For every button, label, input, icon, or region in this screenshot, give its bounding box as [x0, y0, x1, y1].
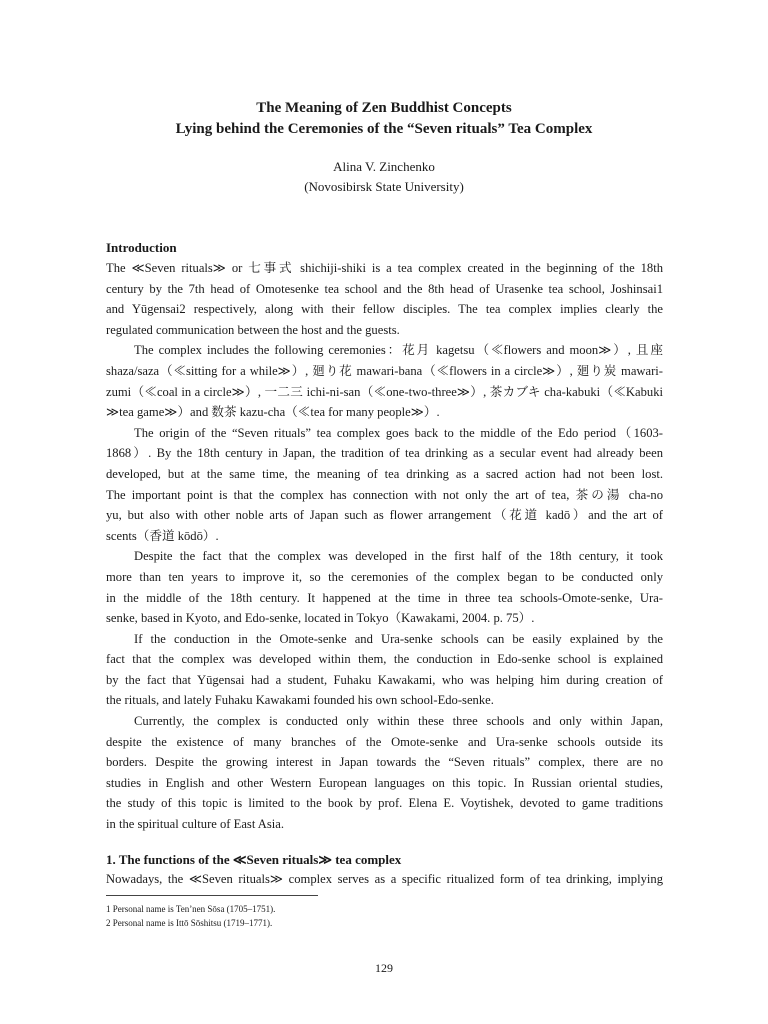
body-line: Despite the fact that the complex was developed in the first half of the 18th century, it took — [134, 549, 663, 564]
body-line: fact that the complex was developed within them, the conduction in Edo-senke school is explained — [106, 652, 663, 667]
section-heading-functions: 1. The functions of the ≪Seven rituals≫ tea complex — [106, 852, 402, 867]
body-line: regulated communication between the host and the guests. — [106, 322, 400, 337]
body-line: yu, but also with other noble arts of Japan such as flower arrangement（花道 kadō）and the art of — [106, 508, 663, 523]
body-line: developed, but at the same time, the meaning of tea drinking as a sacred action had not been lost. — [106, 466, 663, 481]
body-line: zumi（≪coal in a circle≫）, 一二三 ichi-ni-san（≪one-two-three≫）, 茶カブキ cha-kabuki（≪Kabuki — [106, 384, 663, 399]
body-line: in the spiritual culture of East Asia. — [106, 817, 285, 832]
body-line: The complex includes the following ceremonies：花月 kagetsu（≪flowers and moon≫）, 且座 — [134, 343, 663, 358]
body-line: If the conduction in the Omote-senke and Ura-senke schools can be easily explained by the — [134, 631, 663, 646]
section-heading-introduction: Introduction — [106, 240, 177, 255]
introduction-body — [106, 258, 663, 835]
body-line: The origin of the “Seven rituals” tea complex goes back to the middle of the Edo period（1603- — [134, 425, 663, 440]
body-line: scents（香道 kōdō）. — [106, 528, 219, 543]
functions-body — [106, 869, 663, 890]
body-line: more than ten years to improve it, so the ceremonies of the complex began to be conducted only — [106, 569, 663, 584]
body-line: Nowadays, the ≪Seven rituals≫ complex serves as a specific ritualized form of tea drinking, implying — [106, 872, 663, 886]
body-line: despite the existence of many branches of the Omote-senke and Ura-senke schools outside its — [106, 734, 663, 749]
body-line: ≫tea game≫）and 数茶 kazu-cha（≪tea for many people≫）. — [106, 405, 440, 420]
body-line: 1868）. By the 18th century in Japan, the tradition of tea drinking as a secular event had already been — [106, 446, 663, 461]
body-line: century by the 7th head of Omotesenke tea school and the 8th head of Urasenke tea school, Joshinsai1 — [106, 281, 663, 296]
body-line: and Yūgensai2 respectively, along with their fellow disciples. The tea complex implies clearly the — [106, 302, 663, 317]
footnote-2: 2 Personal name is Ittō Sōshitsu (1719–1771). — [106, 918, 273, 928]
author-name: Alina V. Zinchenko — [333, 159, 435, 174]
body-line: shaza/saza（≪sitting for a while≫）, 廻り花 mawari-bana（≪flowers in a circle≫）, 廻り炭 mawari- — [106, 363, 663, 378]
body-line: senke, based in Kyoto, and Edo-senke, located in Tokyo（Kawakami, 2004. p. 75）. — [106, 611, 535, 626]
body-line: borders. Despite the growing interest in Japan towards the “Seven rituals” complex, there are no — [106, 755, 663, 770]
body-line: the rituals, and lately Fuhaku Kawakami founded his own school-Edo-senke. — [106, 693, 494, 708]
body-line: The ≪Seven rituals≫ or 七事式 shichiji-shiki is a tea complex created in the beginning of the 18th — [106, 261, 663, 275]
body-line: the study of this topic is limited to the book by prof. Elena E. Voytishek, devoted to game traditions — [106, 796, 663, 811]
body-line: in the middle of the 18th century. It happened at the time in three tea schools-Omote-senke, Ura- — [106, 590, 663, 605]
author-affiliation: (Novosibirsk State University) — [304, 179, 464, 194]
footnote-divider — [106, 895, 318, 896]
body-line: Currently, the complex is conducted only within these three schools and only within Japan, — [134, 714, 663, 729]
page-number: 129 — [375, 961, 393, 975]
paper-title-line-1: The Meaning of Zen Buddhist Concepts — [256, 100, 512, 116]
body-line: The important point is that the complex has connection with not only the art of tea, 茶の湯 cha-no — [106, 487, 663, 502]
footnote-1: 1 Personal name is Ten’nen Sōsa (1705–1751). — [106, 904, 276, 914]
body-line: studies in English and other Western European languages on this topic. In Russian oriental studies, — [106, 775, 663, 790]
body-line: by the fact that Yūgensai had a student, Fuhaku Kawakami, who was helping him during creation of — [106, 672, 663, 687]
paper-title-line-2: Lying behind the Ceremonies of the “Seven rituals” Tea Complex — [175, 121, 593, 137]
